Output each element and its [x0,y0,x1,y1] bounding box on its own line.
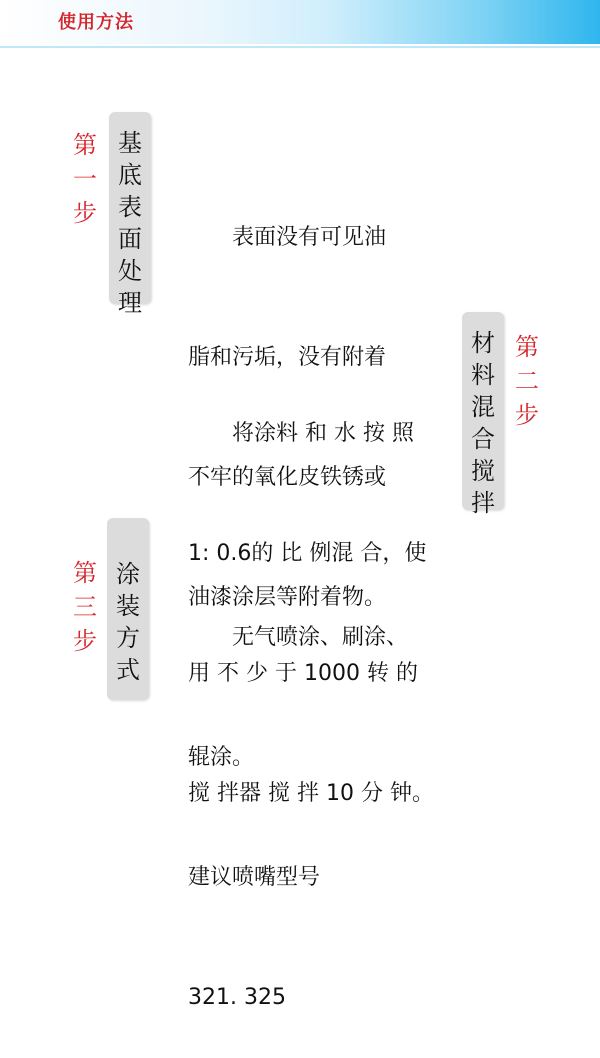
step-1-line-3: 不牢的氧化皮铁锈或 [188,465,387,490]
header-banner [0,0,600,44]
step-3-line-4: 321. 325 [188,985,286,1010]
step-1-line-2: 脂和污垢，没有附着 [188,345,387,370]
vertical-char: 二 [515,367,539,395]
vertical-char: 方 [116,624,140,652]
step-3-tab [107,518,149,700]
vertical-char: 料 [471,361,495,389]
step-1-tab-label [109,127,151,319]
section-title: 使用方法 [58,12,134,33]
step-3-line-2: 辊涂。 [188,745,255,770]
step-2-label [512,330,542,432]
step-3-line-1: 无气喷涂、刷涂、 [188,625,409,650]
vertical-char: 第 [515,333,539,361]
step-2-line-2: 1: 0.6的 比 例混 合，使 [188,541,427,566]
step-1-tab [109,112,151,317]
step-2-tab-label [462,327,504,519]
vertical-char: 装 [116,592,140,620]
step-3-text [188,538,408,1058]
step-2-line-1: 将涂料 和 水 按 照 [188,421,414,446]
vertical-char: 式 [116,656,140,684]
step-3-line-3: 建议喷嘴型号 [188,865,321,890]
step-3-label [70,556,100,658]
vertical-char: 合 [471,425,495,453]
vertical-char: 涂 [116,560,140,588]
vertical-char: 处 [118,257,142,285]
step-2-tab [462,312,504,517]
vertical-char: 表 [118,193,142,221]
vertical-char: 第 [73,559,97,587]
vertical-char: 三 [73,593,97,621]
step-1-label [70,128,100,230]
step-2-line-4: 搅 拌器 搅 拌 10 分 钟。 [188,781,434,806]
vertical-char: 理 [118,289,142,317]
vertical-char: 混 [471,393,495,421]
step-1-line-1: 表面没有可见油 [188,225,387,250]
header-divider [0,46,600,48]
vertical-char: 步 [73,627,97,655]
vertical-char: 面 [118,225,142,253]
vertical-char: 步 [515,401,539,429]
vertical-char: 材 [471,329,495,357]
vertical-char: 底 [118,161,142,189]
step-3-tab-label [107,558,149,686]
vertical-char: 搅 [471,457,495,485]
vertical-char: 第 [73,131,97,159]
vertical-char: 基 [118,129,142,157]
vertical-char: 步 [73,199,97,227]
step-1-line-4: 油漆涂层等附着物。 [188,585,387,610]
step-2-line-3: 用 不 少 于 1000 转 的 [188,661,418,686]
vertical-char: 拌 [471,489,495,517]
vertical-char: 一 [73,165,97,193]
